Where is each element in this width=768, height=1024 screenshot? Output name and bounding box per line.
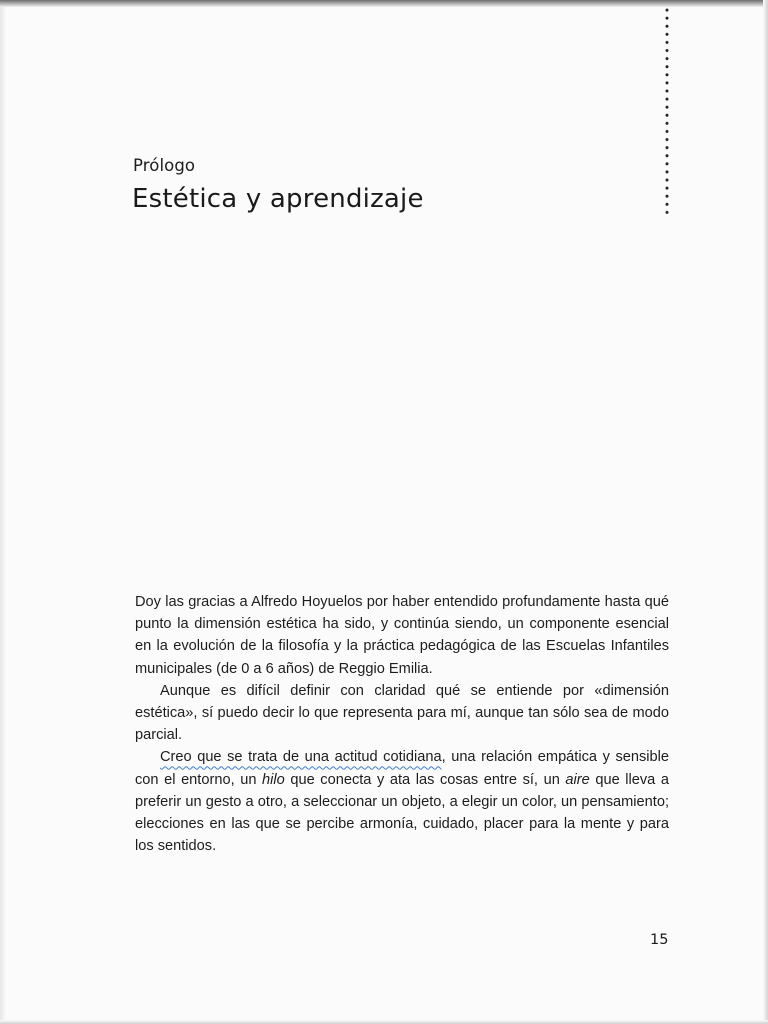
opening-word: Doy bbox=[135, 594, 161, 610]
emphasis-aire: aire bbox=[565, 771, 590, 788]
handwritten-underline-phrase: Creo que se trata de una actitud cotidiana bbox=[160, 749, 442, 766]
paragraph-2: Aunque es difícil definir con claridad qué se entiende por «dimensión estética», sí puedo decir lo que representa para mí, aunque tan sólo sea de modo parcial. bbox=[135, 682, 669, 744]
scan-edge-top bbox=[0, 0, 768, 7]
paragraph-3-segment-2: que conecta y ata las cosas entre sí, un bbox=[284, 771, 566, 788]
paragraph-3-segment-3: que lleva a preferir un gesto a otro, a seleccionar un objeto, a elegir un color, un pensamiento; elecciones en las que se percibe armonía, cuidado, placer para la mente y para los sentidos. bbox=[135, 771, 670, 855]
body-text bbox=[135, 591, 669, 857]
scan-edge-bottom bbox=[0, 1020, 768, 1024]
paragraph-3 bbox=[135, 746, 669, 857]
paragraph-3-segment-1: , una relación empática y sensible con el entorno, un bbox=[135, 749, 669, 788]
chapter-title: Estética y aprendizaje bbox=[132, 184, 424, 214]
emphasis-hilo: hilo bbox=[262, 771, 285, 788]
scan-edge-left bbox=[0, 7, 6, 1024]
scan-edge-right bbox=[763, 0, 768, 1024]
page-number: 15 bbox=[650, 932, 669, 948]
paragraph-1 bbox=[135, 591, 669, 680]
paragraph-1-text: las gracias a Alfredo Hoyuelos por haber entendido profundamente hasta qué punto la dimensión estética ha sido, y continúa siendo, un componente esencial en la evolución de la filosofía y la práctica pedagógica de las Escuelas Infantiles municipales (de 0 a 6 años) de Reggio Emilia. bbox=[135, 594, 669, 677]
decorative-dotted-line bbox=[664, 6, 670, 214]
chapter-label: Prólogo bbox=[133, 156, 196, 175]
